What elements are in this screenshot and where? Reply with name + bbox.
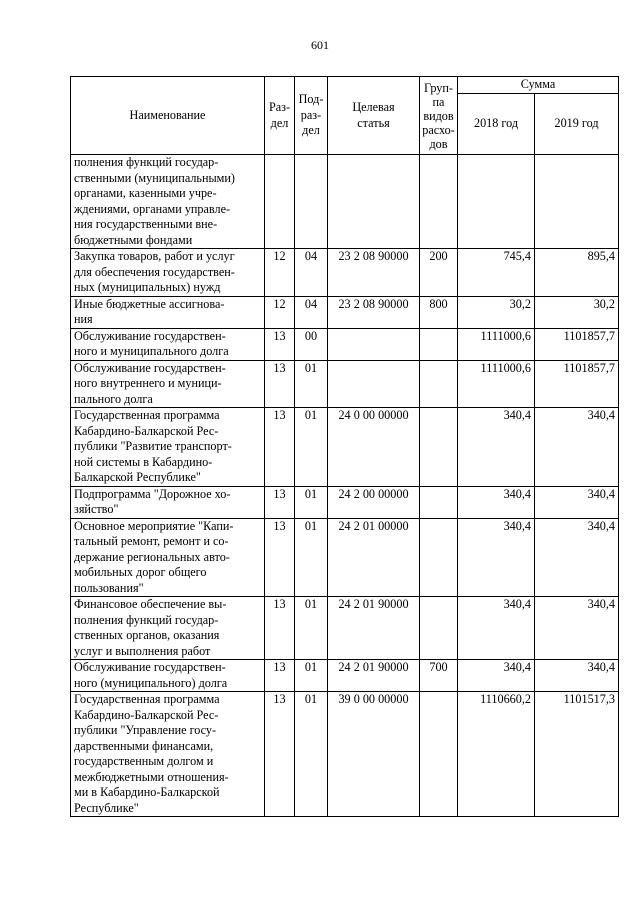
cell-amount-2019: 30,2 (535, 296, 619, 328)
table-row (71, 486, 619, 518)
cell-vid-raskhodov (420, 328, 458, 360)
cell-podrazdel: 01 (295, 518, 328, 597)
cell-razdel: 13 (265, 597, 295, 660)
cell-tselevaya-statya: 24 2 01 90000 (328, 597, 420, 660)
cell-razdel: 12 (265, 249, 295, 297)
cell-tselevaya-statya: 24 0 00 00000 (328, 408, 420, 487)
cell-amount-2019: 1101517,3 (535, 692, 619, 817)
cell-podrazdel: 01 (295, 660, 328, 692)
header-year-2018: 2018 год (458, 94, 535, 155)
cell-podrazdel (295, 155, 328, 249)
cell-podrazdel: 00 (295, 328, 328, 360)
cell-amount-2018: 340,4 (458, 597, 535, 660)
table-row (71, 328, 619, 360)
cell-vid-raskhodov (420, 692, 458, 817)
cell-tselevaya-statya: 24 2 00 00000 (328, 486, 420, 518)
cell-vid-raskhodov (420, 518, 458, 597)
header-gruppa-vidov-raskhodov: Груп- па видов расхо- дов (420, 77, 458, 155)
cell-tselevaya-statya (328, 360, 420, 408)
cell-podrazdel: 01 (295, 692, 328, 817)
cell-vid-raskhodov: 200 (420, 249, 458, 297)
table-row (71, 597, 619, 660)
cell-amount-2019: 1101857,7 (535, 328, 619, 360)
header-razdel: Раз- дел (265, 77, 295, 155)
cell-amount-2018: 340,4 (458, 518, 535, 597)
cell-tselevaya-statya: 24 2 01 00000 (328, 518, 420, 597)
table-row (71, 155, 619, 249)
cell-razdel: 13 (265, 660, 295, 692)
cell-podrazdel: 04 (295, 296, 328, 328)
cell-name: Финансовое обеспечение вы- полнения функций государ- ственных органов, оказания услуг и выполнения работ (71, 597, 265, 660)
cell-name: Обслуживание государствен- ного и муниципального долга (71, 328, 265, 360)
header-podrazdel: Под- раз- дел (295, 77, 328, 155)
table-row (71, 692, 619, 817)
cell-amount-2018: 745,4 (458, 249, 535, 297)
cell-name: Основное мероприятие "Капи- тальный ремонт, ремонт и со- держание региональных авто- мобильных дорог общего пользования" (71, 518, 265, 597)
table-row (71, 360, 619, 408)
cell-razdel: 13 (265, 518, 295, 597)
cell-amount-2018: 1111000,6 (458, 360, 535, 408)
cell-amount-2019: 340,4 (535, 660, 619, 692)
page-number: 601 (311, 38, 329, 52)
cell-name: Обслуживание государствен- ного (муниципального) долга (71, 660, 265, 692)
header-tselevaya-statya: Целевая статья (328, 77, 420, 155)
budget-table (70, 76, 619, 817)
cell-vid-raskhodov (420, 360, 458, 408)
cell-razdel: 13 (265, 486, 295, 518)
table-header (71, 77, 619, 155)
cell-amount-2018: 1111000,6 (458, 328, 535, 360)
cell-amount-2018: 30,2 (458, 296, 535, 328)
cell-razdel: 13 (265, 328, 295, 360)
table-row (71, 660, 619, 692)
cell-amount-2019: 895,4 (535, 249, 619, 297)
cell-name: Обслуживание государствен- ного внутреннего и муници- пального долга (71, 360, 265, 408)
cell-amount-2019: 1101857,7 (535, 360, 619, 408)
cell-vid-raskhodov (420, 155, 458, 249)
cell-amount-2018: 1110660,2 (458, 692, 535, 817)
cell-name: Иные бюджетные ассигнова- ния (71, 296, 265, 328)
header-year-2019: 2019 год (535, 94, 619, 155)
cell-amount-2018: 340,4 (458, 408, 535, 487)
cell-amount-2018 (458, 155, 535, 249)
cell-razdel: 13 (265, 692, 295, 817)
cell-name: Государственная программа Кабардино-Балкарской Рес- публики "Управление госу- дарственными финансами, государственным долгом и межбюджетными отношения- ми в Кабардино-Балкарской Республике" (71, 692, 265, 817)
cell-podrazdel: 01 (295, 360, 328, 408)
table-row (71, 518, 619, 597)
cell-amount-2018: 340,4 (458, 486, 535, 518)
cell-podrazdel: 01 (295, 408, 328, 487)
cell-razdel: 13 (265, 360, 295, 408)
cell-tselevaya-statya: 23 2 08 90000 (328, 296, 420, 328)
cell-name: Государственная программа Кабардино-Балкарской Рес- публики "Развитие транспорт- ной системы в Кабардино- Балкарской Республике" (71, 408, 265, 487)
cell-podrazdel: 04 (295, 249, 328, 297)
cell-amount-2018: 340,4 (458, 660, 535, 692)
cell-tselevaya-statya: 23 2 08 90000 (328, 249, 420, 297)
cell-amount-2019: 340,4 (535, 518, 619, 597)
cell-tselevaya-statya (328, 155, 420, 249)
table-row (71, 249, 619, 297)
cell-name: Закупка товаров, работ и услуг для обеспечения государствен- ных (муниципальных) нужд (71, 249, 265, 297)
cell-tselevaya-statya: 39 0 00 00000 (328, 692, 420, 817)
cell-vid-raskhodov: 700 (420, 660, 458, 692)
cell-name: полнения функций государ- ственными (муниципальными) органами, казенными учре- ждениями, органами управле- ния государственными вне- бюджетными фондами (71, 155, 265, 249)
cell-tselevaya-statya (328, 328, 420, 360)
cell-amount-2019: 340,4 (535, 486, 619, 518)
header-summa: Сумма (458, 77, 619, 94)
cell-tselevaya-statya: 24 2 01 90000 (328, 660, 420, 692)
cell-vid-raskhodov (420, 408, 458, 487)
table-row (71, 408, 619, 487)
cell-amount-2019: 340,4 (535, 597, 619, 660)
cell-name: Подпрограмма "Дорожное хо- зяйство" (71, 486, 265, 518)
cell-vid-raskhodov (420, 486, 458, 518)
cell-razdel: 12 (265, 296, 295, 328)
cell-amount-2019 (535, 155, 619, 249)
table-row (71, 296, 619, 328)
cell-podrazdel: 01 (295, 597, 328, 660)
cell-vid-raskhodov: 800 (420, 296, 458, 328)
cell-razdel: 13 (265, 408, 295, 487)
header-name: Наименование (71, 77, 265, 155)
table-body (71, 155, 619, 817)
cell-vid-raskhodov (420, 597, 458, 660)
cell-amount-2019: 340,4 (535, 408, 619, 487)
cell-podrazdel: 01 (295, 486, 328, 518)
cell-razdel (265, 155, 295, 249)
